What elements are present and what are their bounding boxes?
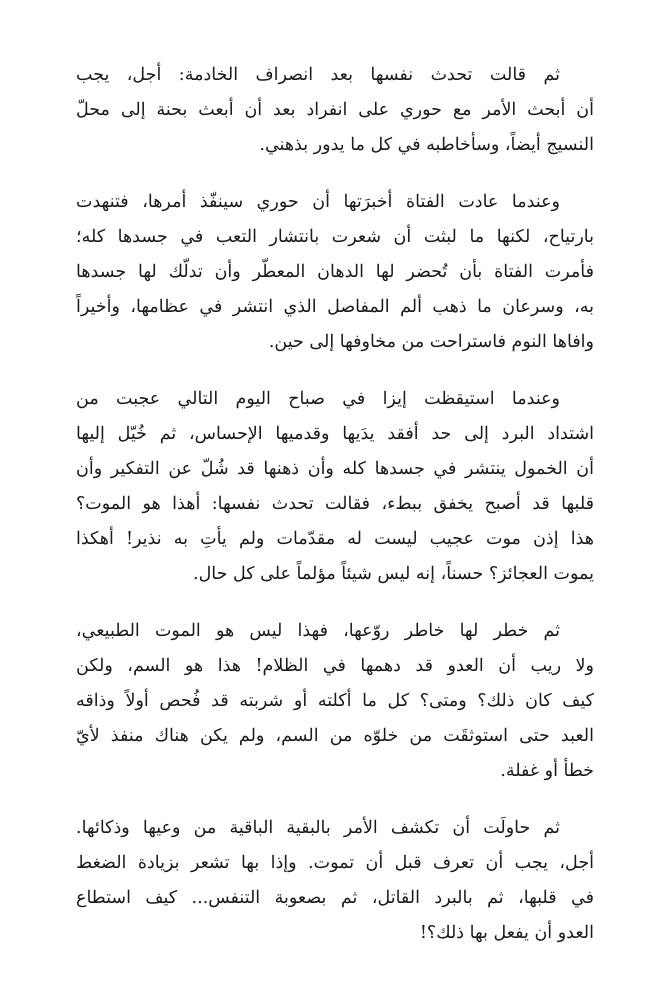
document-page: [76, 58, 594, 973]
text-line: أن الخمول ينتشر في جسدها كله وأن ذهنها قد شُلّ عن التفكير وأن: [76, 459, 594, 479]
text-line: أن أبحث الأمر مع حوري على انفراد بعد أن أبعث بحنة إلى محلّ: [76, 100, 594, 120]
paragraph-1: [76, 58, 594, 163]
text-line: كيف كان ذلك؟ ومتى؟ كل ما أكلته أو شربته قد فُحص أولاً وذاقه: [76, 691, 594, 711]
paragraph-2: [76, 185, 594, 360]
text-line: في قلبها، ثم بالبرد القاتل، ثم بصعوبة التنفس... كيف استطاع: [76, 888, 594, 908]
paragraph-4: [76, 614, 594, 789]
text-line: ولا ريب أن العدو قد دهمها في الظلام! هذا هو السم، ولكن: [76, 656, 594, 676]
text-line: خطأ أو غفلة.: [500, 761, 594, 781]
text-line: ثم قالت تحدث نفسها بعد انصراف الخادمة: أجل، يجب: [76, 65, 560, 85]
text-line: وعندما عادت الفتاة أخبرَتها أن حوري سينفّذ أمرها، فتنهدت: [76, 192, 560, 212]
paragraph-5: [76, 811, 594, 951]
text-line: به، وسرعان ما ذهب ألم المفاصل الذي انتشر في عظامها، وأخيراً: [76, 297, 594, 317]
text-line: قلبها قد أصبح يخفق ببطء، فقالت تحدث نفسها: أهذا هو الموت؟: [76, 494, 594, 514]
text-line: النسيج أيضاً، وسأخاطبه في كل ما يدور بذهني.: [259, 135, 594, 155]
text-line: وافاها النوم فاستراحت من مخاوفها إلى حين.: [268, 332, 594, 352]
text-line: العدو أن يفعل بها ذلك؟!: [419, 923, 594, 943]
text-line: اشتداد البرد إلى حد أفقد يدَيها وقدميها الإحساس، ثم خُيّل إليها: [76, 424, 594, 444]
text-line: يموت العجائز؟ حسناً، إنه ليس شيئاً مؤلماً على كل حال.: [193, 564, 594, 584]
text-line: ثم حاولَت أن تكشف الأمر بالبقية الباقية من وعيها وذكائها.: [76, 818, 560, 838]
text-line: بارتياح، لكنها ما لبثت أن شعرت بانتشار التعب في جسدها كله؛: [76, 227, 594, 247]
text-line: هذا إذن موت عجيب ليست له مقدّمات ولم يأتِ به نذير! أهكذا: [76, 529, 594, 549]
text-line: العبد حتى استوثقَت من خلوّه من السم، ولم يكن هناك منفذ لأيّ: [76, 726, 594, 746]
text-line: ثم خطر لها خاطر روّعها، فهذا ليس هو الموت الطبيعي،: [76, 621, 560, 641]
paragraph-3: [76, 382, 594, 592]
text-line: وعندما استيقظت إيزا في صباح اليوم التالي عجبت من: [76, 389, 560, 409]
text-line: أجل، يجب أن تعرف قبل أن تموت. وإذا بها تشعر بزيادة الضغط: [76, 853, 594, 873]
text-line: فأمرت الفتاة بأن تُحضر لها الدهان المعطّر وأن تدلّك لها جسدها: [76, 262, 594, 282]
